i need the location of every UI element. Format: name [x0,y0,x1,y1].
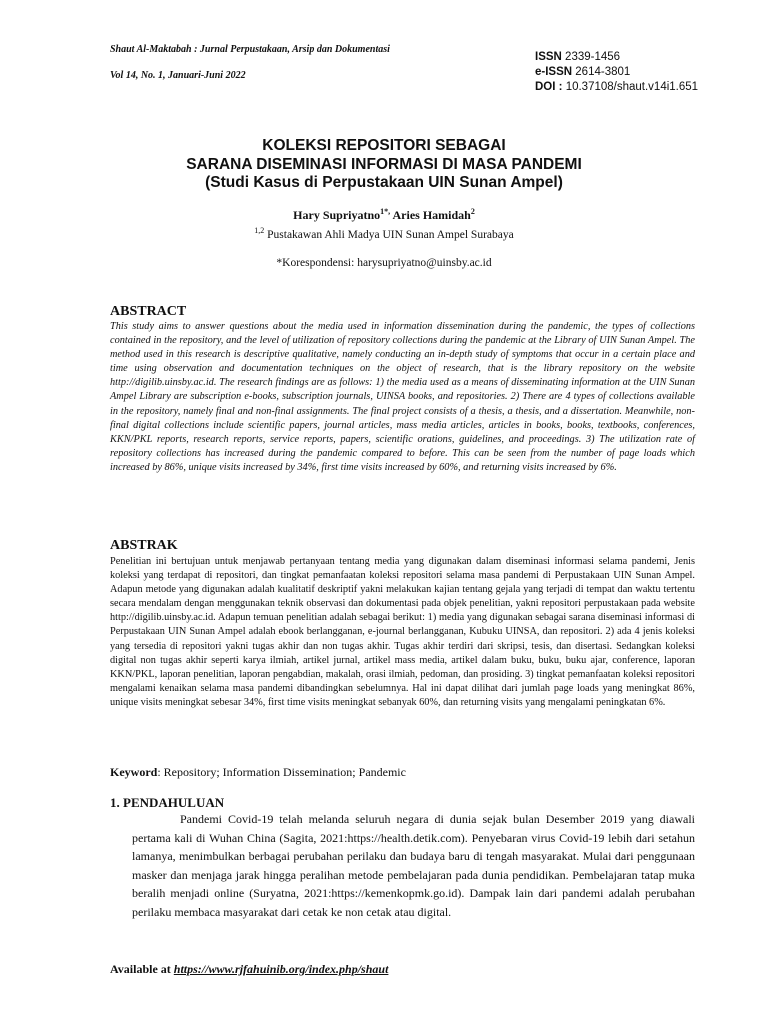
keywords-text: : Repository; Information Dissemination; Pandemic [157,765,406,779]
keywords [110,765,406,780]
journal-volume: Vol 14, No. 1, Januari-Juni 2022 [110,70,246,81]
author-2-marker: 2 [470,207,475,216]
eissn-line [535,65,698,80]
affiliation-text: Pustakawan Ahli Madya UIN Sunan Ampel Surabaya [264,228,514,241]
eissn-value: 2614-3801 [575,66,631,78]
affiliation-marker: 1,2 [254,226,265,235]
eissn-label: e-ISSN [535,66,573,78]
title-line-3: (Studi Kasus di Perpustakaan UIN Sunan Ampel) [205,174,563,191]
keywords-label: Keyword [110,765,158,779]
title-line-2: SARANA DISEMINASI INFORMASI DI MASA PANDEMI [186,155,582,173]
journal-name: Shaut Al-Maktabah : Jurnal Perpustakaan, Arsip dan Dokumentasi [110,44,390,55]
title-line-1: KOLEKSI REPOSITORI SEBAGAI [262,137,506,154]
abstract-heading: ABSTRACT [110,304,187,319]
footer [110,962,388,977]
journal-url-link[interactable]: https://www.rjfahuinib.org/index.php/shaut [173,962,389,976]
issn-label: ISSN [535,51,562,63]
author-list [0,207,768,223]
introduction-heading: 1. PENDAHULUAN [110,795,225,810]
paper-title [0,137,768,193]
doi-line [535,80,698,95]
journal-identifiers [535,50,698,95]
affiliation [0,226,768,241]
abstract-text: This study aims to answer questions about the media used in information dissemination during the pandemic, the types of collections contained in the repository, and the level of utilization of repository collections during the pandemic at the Library of UIN Sunan Ampel. The method used in this research is descriptive qualitative, namely conducting an in-depth study of symptoms that occur in a certain place and time using observation and documentation techniques on the object of research, that is the library repository on the website http://digilib.uinsby.ac.id. The research findings are as follows: 1) the media used as a means of disseminating information at the UIN Sunan Ampel Library are subscription e-books, subscription journals, UINSA books, and repositories. 2) There are 4 types of collections available in the repository, namely final and non-final assignments. The final project consists of a thesis, a thesis, and a dissertation. Meanwhile, non-final digital collections include scientific papers, journal articles, mass media articles, articles in books, books, textbooks, conferences, KKN/PKL reports, research reports, service reports, papers, scientific orations, guidelines, and proceedings. 3) The utilization rate of repository collections has increased during the pandemic compared to before. This can be seen from the number of page loads which increased by 86%, unique visits increased by 34%, first time visits increased by 60%, and returning visits increased by 6%. [110,321,695,473]
doi-label: DOI : [535,81,563,93]
author-1: Hary Supriyatno [293,208,381,222]
introduction-text: Pandemi Covid-19 telah melanda seluruh negara di dunia sejak bulan Desember 2019 yang diawali pertama kali di Wuhan China (Sagita, 2021:https://health.detik.com). Penyebaran virus Covid-19 lebih dari setahun lamanya, menimbulkan berbagai perubahan perilaku dan budaya baru di tengah masyarakat. Mulai dari penggunaan masker dan menjaga jarak hingga peralihan metode pembelajaran pada dunia pendidikan. Pembelajaran tatap muka beralih menjadi online (Suryatna, 2021:https://kemenkopmk.go.id). Dampak lain dari pandemi adalah perubahan perilaku membaca masyarakat dari cetak ke non cetak atau digital. [132,812,695,919]
abstrak-heading: ABSTRAK [110,538,178,553]
abstrak-text: Penelitian ini bertujuan untuk menjawab pertanyaan tentang media yang digunakan dalam diseminasi informasi selama pandemi, Jenis koleksi yang terdapat di repositori, dan tingkat pemanfaatan koleksi repositori selama masa pandemi di Perpustakaan UIN Sunan Ampel. Adapun metode yang digunakan adalah kualitatif deskriptif yakni melakukan kajian tentang gejala yang terjadi di tempat dan waktu tertentu secara mendalam dengan menggunakan teknik observasi dan dokumentasi pada objek penelitian, yakni repositori perpustakaan pada website http://digilib.uinsby.ac.id. Adapun temuan penelitian adalah sebagai berikut: 1) media yang digunakan sebagai sarana diseminasi informasi di Perpustakaan UIN Sunan Ampel adalah ebook berlangganan, e-journal berlangganan, Kubuku UINSA, dan repositori. 2) ada 4 jenis koleksi yang tersedia di repositori yakni tugas akhir dan non tugas akhir. Tugas akhir terdiri dari skripsi, tesis, dan disertasi. Sedangkan koleksi digital non tugas akhir seperti karya ilmiah, artikel jurnal, artikel mass media, artikel dalam buku, buku, buku ajar, conference, laporan KKN/PKL, laporan penelitian, laporan pengabdian, makalah, orasi ilmiah, pedoman, dan prosiding. 3) tingkat pemanfaatan koleksi repositori mengalami kenaikan selama masa pandemi dibandingkan sebelumnya. Hal ini dapat dilihat dari jumlah page loads yang meningkat 86%, unique visits meningkat sebesar 34%, first time visits meningkat sebanyak 60%, dan returning visits yang mengalami peningkatan 6%. [110,556,695,708]
footer-label: Available at [110,962,174,976]
issn-value: 2339-1456 [565,51,621,63]
author-1-marker: 1*, [380,207,391,216]
author-2: Aries Hamidah [390,208,471,222]
correspondence: *Korespondensi: harysupriyatno@uinsby.ac.id [276,257,492,269]
issn-line [535,50,698,65]
doi-value: 10.37108/shaut.v14i1.651 [565,81,699,93]
